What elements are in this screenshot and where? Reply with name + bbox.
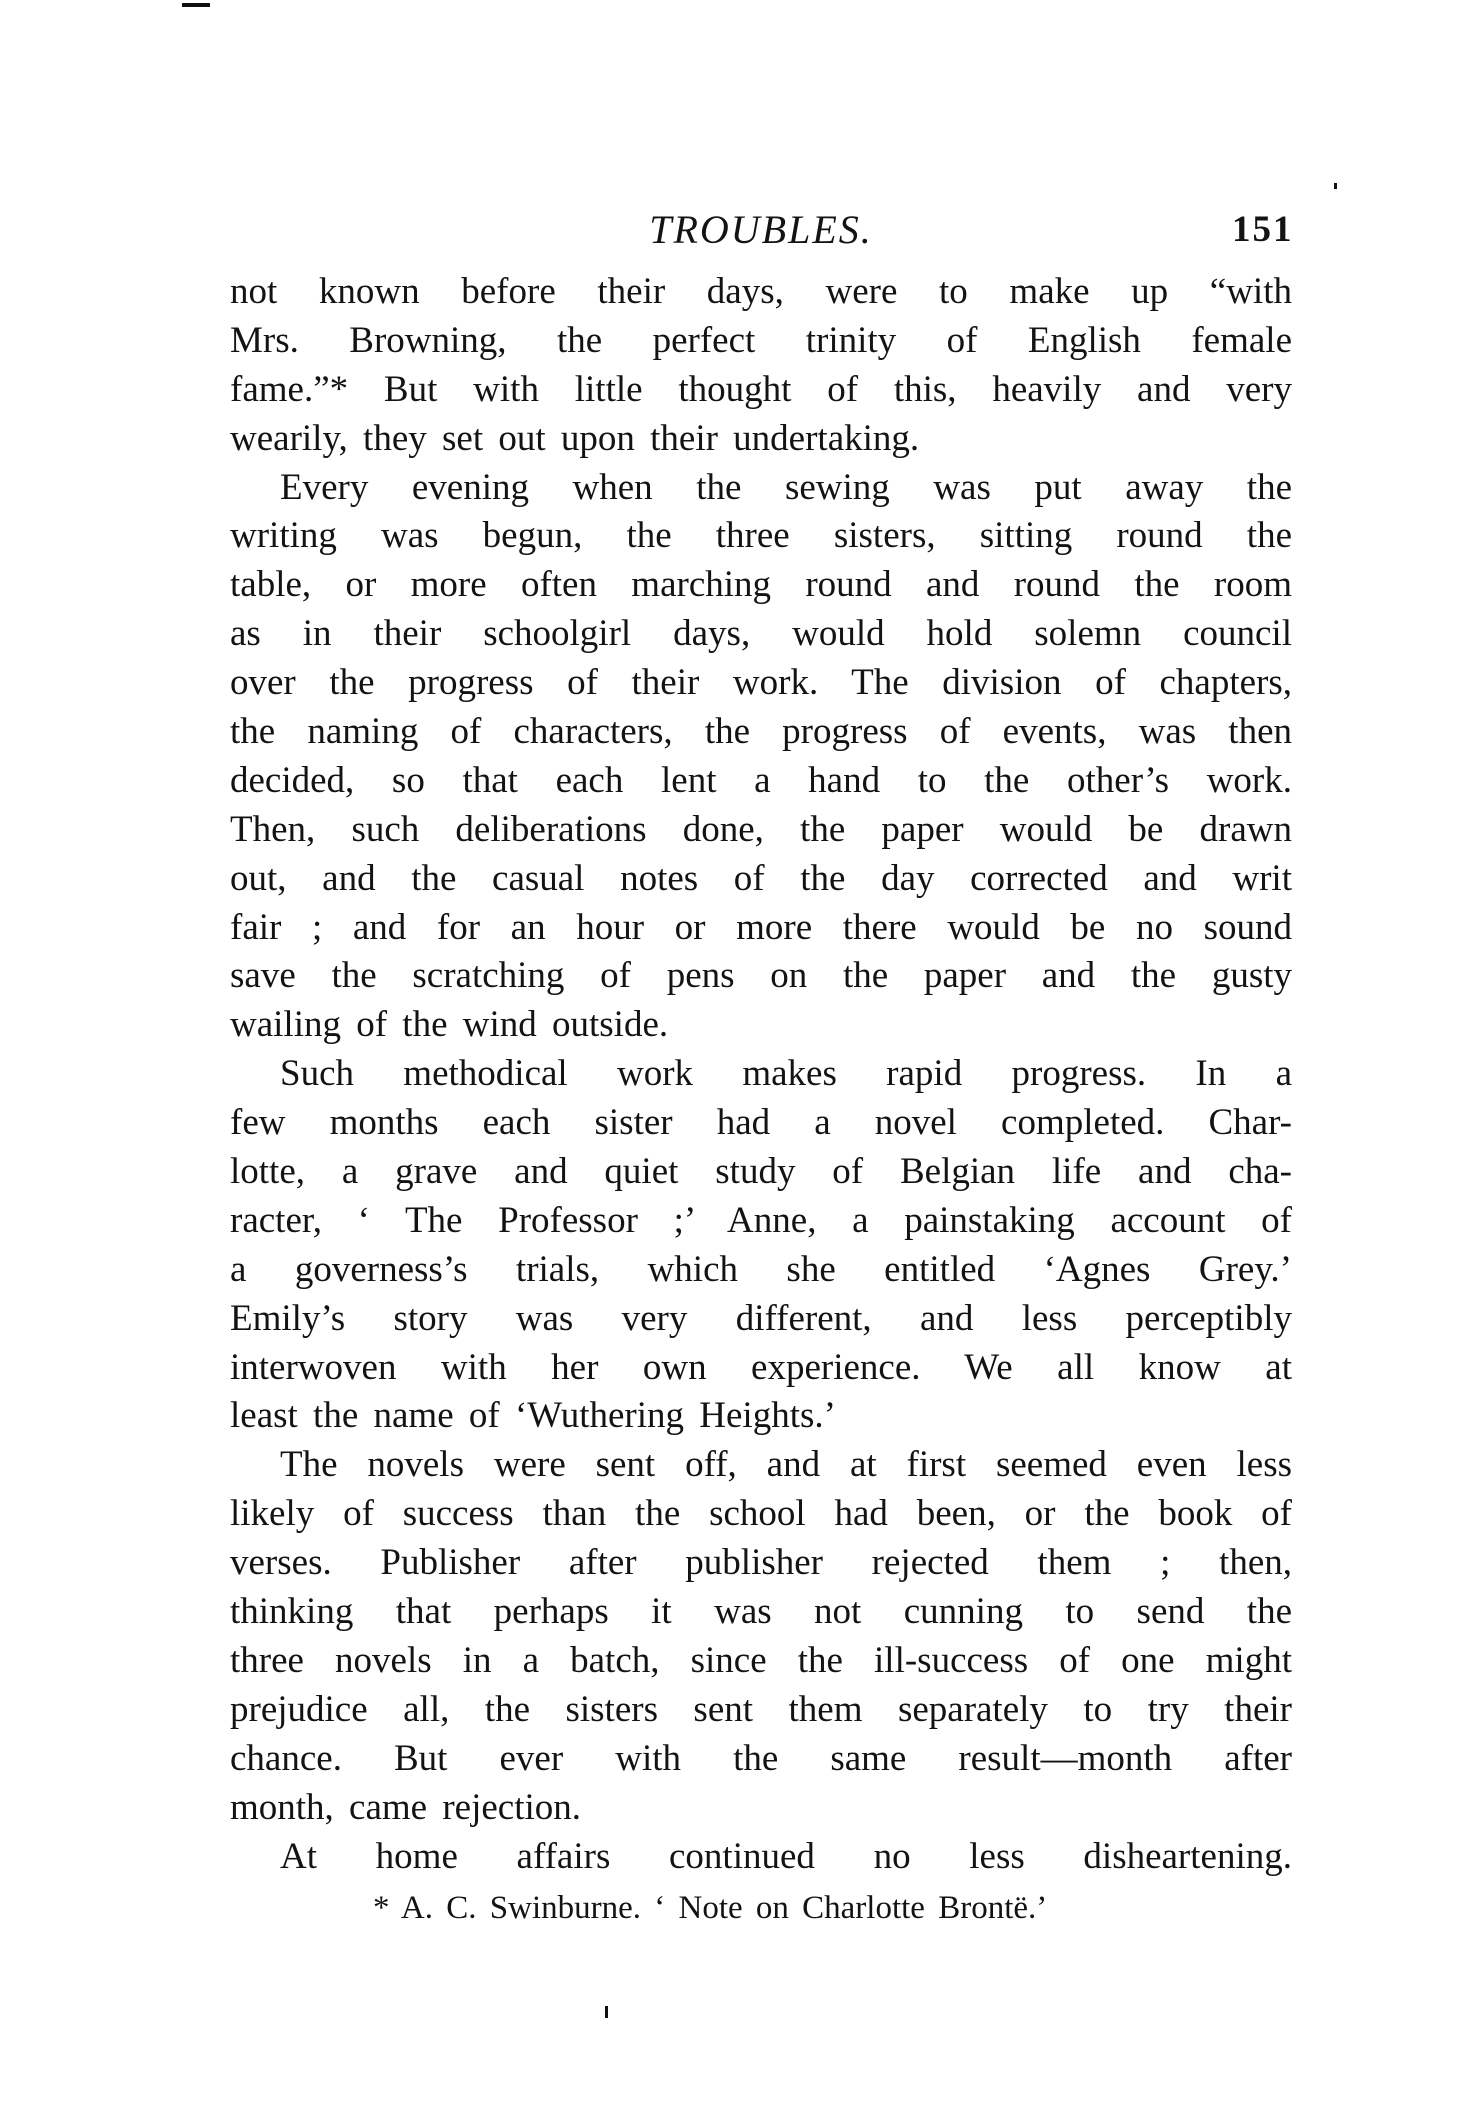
scan-speck: [1334, 183, 1337, 189]
text-line: Mrs. Browning, the perfect trinity of English female: [230, 319, 1292, 361]
text-line: decided, so that each lent a hand to the other’s work.: [230, 759, 1292, 801]
text-line: fame.”* But with little thought of this, heavily and very: [230, 368, 1292, 410]
page-title: TROUBLES.: [649, 207, 873, 252]
text-line: as in their schoolgirl days, would hold solemn council: [230, 613, 1292, 655]
text-line: a governess’s trials, which she entitled ‘Agnes Grey.’: [230, 1248, 1292, 1290]
body-text: [230, 268, 1292, 1881]
text-line: Every evening when the sewing was put away the: [280, 466, 1292, 508]
text-line: wailing of the wind outside.: [230, 1004, 669, 1046]
text-line: likely of success than the school had been, or the book of: [230, 1493, 1292, 1535]
text-line: racter, ‘ The Professor ;’ Anne, a painstaking account of: [230, 1199, 1292, 1241]
text-line: prejudice all, the sisters sent them separately to try their: [230, 1688, 1292, 1730]
text-line: table, or more often marching round and round the room: [230, 564, 1292, 606]
text-line: writing was begun, the three sisters, sitting round the: [230, 515, 1292, 557]
text-line: the naming of characters, the progress of events, was then: [230, 711, 1292, 753]
text-line: The novels were sent off, and at first seemed even less: [280, 1444, 1292, 1486]
text-line: few months each sister had a novel completed. Char-: [230, 1102, 1292, 1144]
text-line: least the name of ‘Wuthering Heights.’: [230, 1395, 836, 1437]
scan-speck: [605, 2006, 608, 2018]
text-line: thinking that perhaps it was not cunning to send the: [230, 1591, 1292, 1633]
text-line: wearily, they set out upon their undertaking.: [230, 417, 920, 459]
text-line: Emily’s story was very different, and less perceptibly: [230, 1297, 1292, 1339]
text-line: over the progress of their work. The division of chapters,: [230, 662, 1292, 704]
text-line: lotte, a grave and quiet study of Belgian life and cha-: [230, 1151, 1292, 1193]
text-line: month, came rejection.: [230, 1786, 582, 1828]
text-line: chance. But ever with the same result—month after: [230, 1737, 1292, 1779]
page-number: 151: [1232, 209, 1294, 250]
text-line: Then, such deliberations done, the paper would be drawn: [230, 808, 1292, 850]
text-line: verses. Publisher after publisher rejected them ; then,: [230, 1542, 1292, 1584]
text-line: not known before their days, were to make up “with: [230, 271, 1292, 312]
text-line: save the scratching of pens on the paper and the gusty: [230, 955, 1292, 997]
footnote: * A. C. Swinburne. ‘ Note on Charlotte Brontë.’: [373, 1890, 1048, 1926]
text-line: At home affairs continued no less disheartening.: [280, 1835, 1292, 1877]
text-line: Such methodical work makes rapid progress. In a: [280, 1053, 1292, 1095]
text-line: fair ; and for an hour or more there would be no sound: [230, 906, 1292, 948]
text-line: out, and the casual notes of the day corrected and writ: [230, 857, 1292, 899]
scan-speck: [182, 3, 210, 7]
text-line: interwoven with her own experience. We all know at: [230, 1346, 1292, 1388]
text-line: three novels in a batch, since the ill-success of one might: [230, 1639, 1292, 1681]
